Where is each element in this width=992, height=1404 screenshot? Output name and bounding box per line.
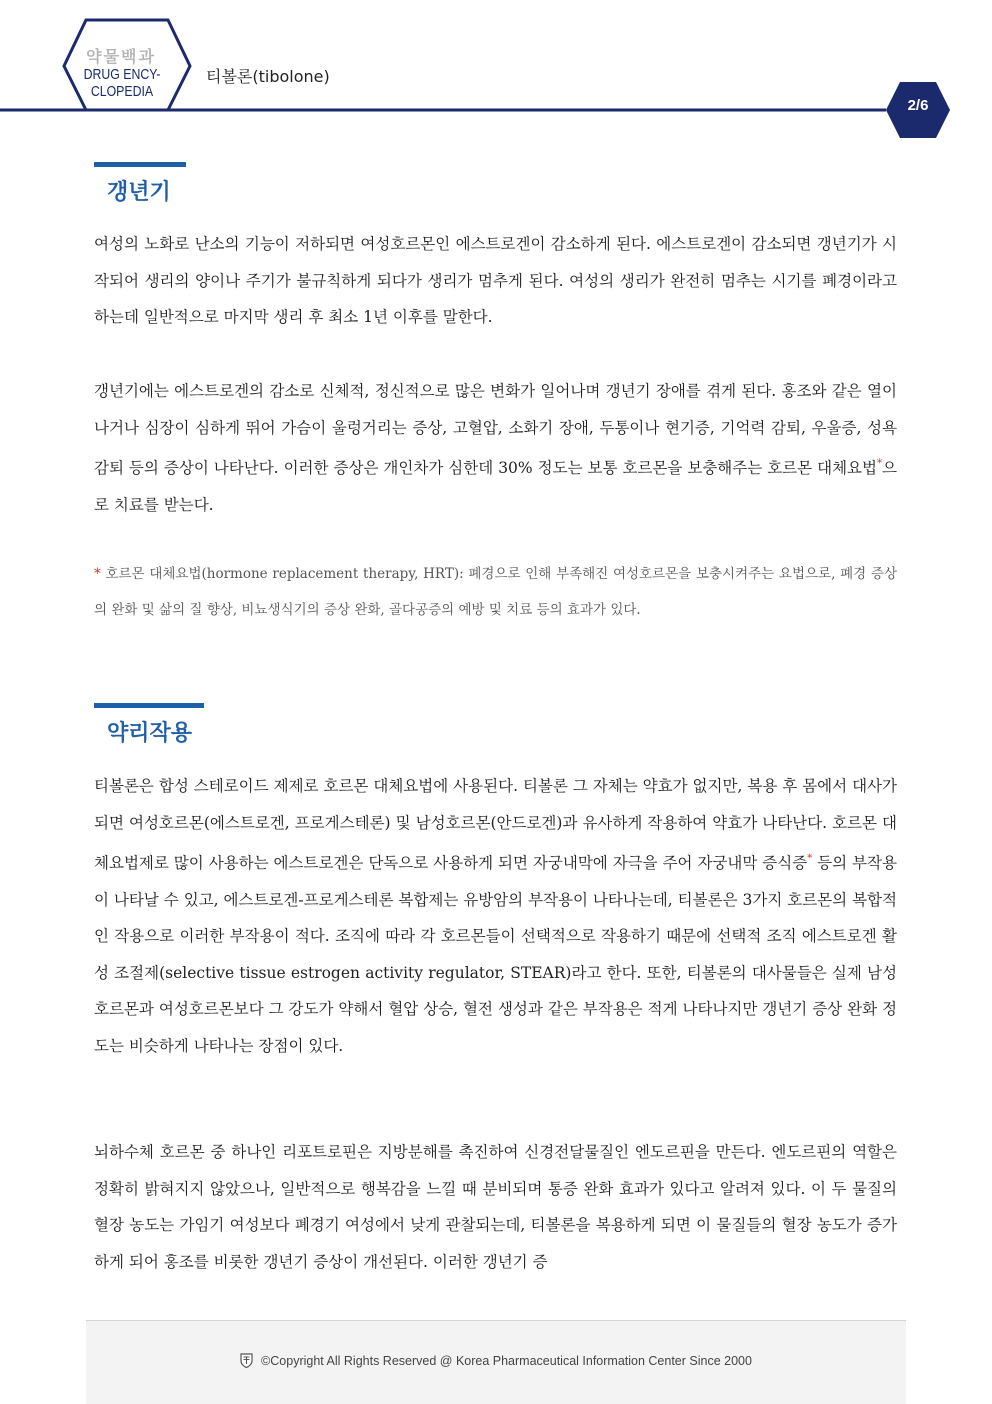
paragraph-text: 으로 치료를 받는다. — [94, 459, 897, 514]
page-indicator: 2/6 — [907, 97, 929, 114]
paragraph: 뇌하수체 호르몬 중 하나인 리포트로핀은 지방분해를 촉진하여 신경전달물질인 엔도르핀을 만든다. 엔도르핀의 역할은 정확히 밝혀지지 않았으나, 일반적으로 행복감을 느낄 때 분비되며 통증 완화 효과가 있다고 알려져 있다. 이 두 물질의 혈장 농도는 가임기 여성보다 폐경기 여성에서 낮게 관찰되는데, 티볼론을 복용하게 되면 이 물질들의 혈장 농도가 증가하게 되어 홍조를 비롯한 갱년기 증상이 개선된다. 이러한 갱년기 증 — [94, 1143, 897, 1271]
page-header — [0, 0, 992, 150]
paragraph-text: 갱년기에는 에스트로겐의 감소로 신체적, 정신적으로 많은 변화가 일어나며 갱년기 장애를 겪게 된다. 홍조와 같은 열이 나거나 심장이 심하게 뛰어 가슴이 울렁거리는 증상, 고혈압, 소화기 장애, 두통이나 현기증, 기억력 감퇴, 우울증, 성욕감퇴 등의 증상이 나타난다. 이러한 증상은 개인차가 심한데 30% 정도는 보통 호르몬을 보충해주는 호르몬 대체요법 — [94, 382, 897, 477]
paragraph — [94, 373, 897, 523]
footnote-marker: * — [94, 566, 101, 582]
section-title-pharmacology: 약리작용 — [107, 721, 193, 746]
footer-copyright — [86, 1353, 906, 1368]
footnote-marker: * — [807, 853, 813, 864]
copyright-text: ©Copyright All Rights Reserved @ Korea Pharmaceutical Information Center Since 2000 — [261, 1354, 752, 1368]
page-footer — [86, 1320, 906, 1404]
section-accent-bar — [94, 162, 186, 167]
footnote-marker: * — [877, 458, 883, 469]
footnote-text: 호르몬 대체요법(hormone replacement therapy, HRT): 폐경으로 인해 부족해진 여성호르몬을 보충시켜주는 요법으로, 폐경 증상의 완화 및 삶의 질 향상, 비뇨생식기의 증상 완화, 골다공증의 예방 및 치료 등의 효과가 있다. — [94, 566, 897, 618]
paragraph-text: 등의 부작용이 나타날 수 있고, 에스트로겐-프로게스테론 복합제는 유방암의 부작용이 나타나는데, 티볼론은 3가지 호르몬의 복합적인 작용으로 이러한 부작용이 적다. 조직에 따라 각 호르몬들이 선택적으로 작용하기 때문에 선택적 조직 에스트로겐 활성 조절제(selective tissue estrogen activity regulator, STEAR)라고 한다. 또한, 티볼론의 대사물들은 실제 남성호르몬과 여성호르몬보다 그 강도가 약해서 혈압 상승, 혈전 생성과 같은 부작용은 적게 나타나지만 갱년기 증상 완화 정도는 비슷하게 나타나는 장점이 있다. — [94, 854, 897, 1055]
paragraph — [94, 768, 897, 1064]
paragraph-text: 티볼론은 합성 스테로이드 제제로 호르몬 대체요법에 사용된다. 티볼론 그 자체는 약효가 없지만, 복용 후 몸에서 대사가 되면 여성호르몬(에스트로겐, 프로게스테론) 및 남성호르몬(안드로겐)과 유사하게 작용하여 약효가 나타난다. 호르몬 대체요법제로 많이 사용하는 에스트로겐은 단독으로 사용하게 되면 자궁내막에 자극을 주어 자궁내막 증식증 — [94, 777, 897, 872]
paragraph: 여성의 노화로 난소의 기능이 저하되면 여성호르몬인 에스트로겐이 감소하게 된다. 에스트로겐이 감소되면 갱년기가 시작되어 생리의 양이나 주기가 불규칙하게 되다가 생리가 멈추게 된다. 여성의 생리가 완전히 멈추는 시기를 폐경이라고 하는데 일반적으로 마지막 생리 후 최소 1년 이후를 말한다. — [94, 235, 897, 326]
footnote — [94, 556, 897, 628]
logo-korean-text: 약물백과 — [86, 47, 156, 66]
section-accent-bar — [94, 703, 204, 708]
section-title-menopause: 갱년기 — [107, 180, 171, 205]
logo-english-text: DRUG ENCY- CLOPEDIA — [83, 66, 161, 100]
document-title: 티볼론(tibolone) — [206, 67, 330, 86]
shield-crest-icon — [240, 1353, 253, 1368]
